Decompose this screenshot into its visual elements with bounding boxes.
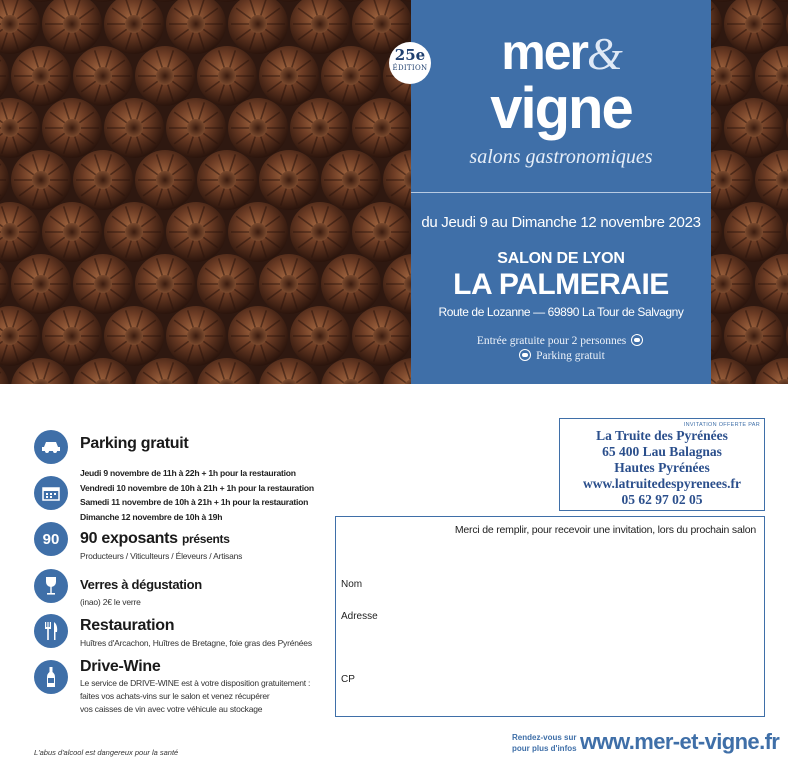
cannele-shape bbox=[352, 98, 412, 158]
opening-schedule bbox=[80, 466, 314, 524]
cannele-shape bbox=[42, 202, 102, 262]
cannele-shape bbox=[290, 306, 350, 366]
car-icon bbox=[34, 430, 68, 464]
venue-address: Route de Lozanne — 69890 La Tour de Salvagny bbox=[438, 305, 684, 319]
logo-mer bbox=[411, 24, 711, 80]
sponsor-region: Hautes Pyrénées bbox=[614, 460, 710, 475]
cannele-shape bbox=[352, 202, 412, 262]
cannele-shape bbox=[321, 46, 381, 106]
cannele-shape bbox=[11, 150, 71, 210]
field-label-nom: Nom bbox=[341, 579, 363, 590]
drivewine-line: faites vos achats-vins sur le salon et venez récupérer bbox=[80, 691, 270, 701]
exhibitors-badge-number: 90 bbox=[42, 530, 60, 548]
people-icon bbox=[631, 334, 643, 346]
cannele-shape bbox=[135, 150, 195, 210]
cannele-shape bbox=[166, 202, 226, 262]
sponsor-name: La Truite des Pyrénées bbox=[596, 428, 728, 443]
cannele-shape bbox=[228, 98, 288, 158]
cannele-shape bbox=[321, 254, 381, 314]
cannele-shape bbox=[73, 254, 133, 314]
cannele-shape bbox=[104, 98, 164, 158]
cannele-shape bbox=[290, 202, 350, 262]
cannele-shape bbox=[259, 150, 319, 210]
cannele-shape bbox=[11, 254, 71, 314]
cannele-shape bbox=[228, 306, 288, 366]
restaurant-title: Restauration bbox=[80, 617, 175, 634]
restaurant-subtitle: Huîtres d'Arcachon, Huîtres de Bretagne, foie gras des Pyrénées bbox=[80, 638, 312, 648]
website-link[interactable]: www.mer-et-vigne.fr bbox=[580, 729, 780, 754]
registration-form bbox=[335, 516, 765, 717]
event-dates: du Jeudi 9 au Dimanche 12 novembre 2023 bbox=[421, 214, 701, 231]
cannele-shape bbox=[11, 46, 71, 106]
field-adresse[interactable] bbox=[380, 623, 756, 624]
field-label-adresse: Adresse bbox=[341, 611, 378, 622]
free-parking-note bbox=[411, 349, 711, 362]
exhibitors-subtitle: Producteurs / Viticulteurs / Éleveurs / Artisans bbox=[80, 551, 243, 561]
footer-cta-line: Rendez-vous sur bbox=[512, 733, 577, 742]
logo-word-vigne: vigne bbox=[490, 76, 632, 141]
field-label-cp: CP bbox=[341, 674, 355, 685]
cannele-shape bbox=[724, 306, 784, 366]
edition-number: 25e bbox=[394, 46, 426, 64]
glasses-subtitle: (inao) 2€ le verre bbox=[80, 597, 141, 607]
cannele-shape bbox=[166, 306, 226, 366]
parking-title: Parking gratuit bbox=[80, 435, 189, 452]
cannele-shape bbox=[104, 202, 164, 262]
schedule-line: Vendredi 10 novembre de 10h à 21h + 1h pour la restauration bbox=[80, 482, 314, 493]
cannele-shape bbox=[321, 150, 381, 210]
cannele-shape bbox=[166, 98, 226, 158]
field-nom[interactable] bbox=[380, 591, 756, 592]
drivewine-title: Drive-Wine bbox=[80, 658, 161, 675]
tagline: salons gastronomiques bbox=[469, 146, 653, 168]
wine-bottle-icon bbox=[34, 660, 68, 694]
cannele-shape bbox=[73, 150, 133, 210]
car-icon bbox=[519, 349, 531, 361]
cannele-shape bbox=[197, 150, 257, 210]
exhibitors-badge bbox=[34, 522, 68, 556]
edition-label: ÉDITION bbox=[392, 64, 428, 72]
cannele-shape bbox=[42, 98, 102, 158]
cannele-shape bbox=[228, 202, 288, 262]
cannele-shape bbox=[290, 98, 350, 158]
cannele-shape bbox=[73, 46, 133, 106]
wine-glass-icon bbox=[34, 569, 68, 603]
exhibitors-title bbox=[80, 530, 230, 548]
cannele-shape bbox=[724, 98, 784, 158]
cannele-shape bbox=[135, 254, 195, 314]
schedule-line: Jeudi 9 novembre de 11h à 22h + 1h pour la restauration bbox=[80, 468, 296, 478]
alcohol-disclaimer: L'abus d'alcool est dangereux pour la santé bbox=[34, 748, 179, 757]
cannele-shape bbox=[135, 46, 195, 106]
exhibitors-count: 90 exposants bbox=[80, 530, 178, 547]
salon-city: SALON DE LYON bbox=[497, 250, 625, 267]
cannele-shape bbox=[724, 202, 784, 262]
event-panel bbox=[392, 0, 711, 384]
cannele-shape bbox=[259, 254, 319, 314]
cannele-shape bbox=[104, 306, 164, 366]
schedule-line: Dimanche 12 novembre de 10h à 19h bbox=[80, 511, 223, 522]
form-intro: Merci de remplir, pour recevoir une invitation, lors du prochain salon bbox=[454, 524, 756, 536]
calendar-icon bbox=[34, 476, 68, 510]
footer-cta-line: pour plus d'infos bbox=[512, 744, 577, 753]
sponsor-website[interactable]: www.latruitedespyrenees.fr bbox=[583, 476, 741, 491]
cannele-shape bbox=[259, 46, 319, 106]
sponsor-phone: 05 62 97 02 05 bbox=[621, 492, 703, 507]
cannele-shape bbox=[42, 306, 102, 366]
sponsor-details bbox=[560, 428, 764, 508]
invitation-sponsor-box bbox=[559, 418, 765, 511]
cannele-shape bbox=[197, 46, 257, 106]
free-entry-note bbox=[411, 334, 711, 347]
sponsor-postal: 65 400 Lau Balagnas bbox=[602, 444, 722, 459]
fork-knife-icon bbox=[34, 614, 68, 648]
cannele-shape bbox=[352, 306, 412, 366]
panel-divider bbox=[411, 192, 711, 193]
invitation-label: INVITATION OFFERTE PAR bbox=[683, 422, 760, 428]
exhibitors-suffix: présents bbox=[181, 532, 230, 546]
field-cp[interactable] bbox=[380, 686, 756, 687]
cannele-shape bbox=[197, 254, 257, 314]
logo-word-mer: mer bbox=[501, 24, 587, 80]
free-entry-text: Entrée gratuite pour 2 personnes bbox=[476, 335, 627, 347]
glasses-title: Verres à dégustation bbox=[80, 577, 202, 592]
free-parking-text: Parking gratuit bbox=[536, 350, 605, 362]
schedule-line: Samedi 11 novembre de 10h à 21h + 1h pour la restauration bbox=[80, 497, 309, 507]
logo-ampersand: & bbox=[586, 28, 621, 79]
drivewine-line: Le service de DRIVE-WINE est à votre disposition gratuitement : bbox=[80, 678, 311, 688]
salon-venue: LA PALMERAIE bbox=[453, 268, 669, 301]
footer-cta bbox=[512, 732, 577, 754]
drivewine-line: vos caisses de vin avec votre véhicule au stockage bbox=[80, 704, 263, 714]
